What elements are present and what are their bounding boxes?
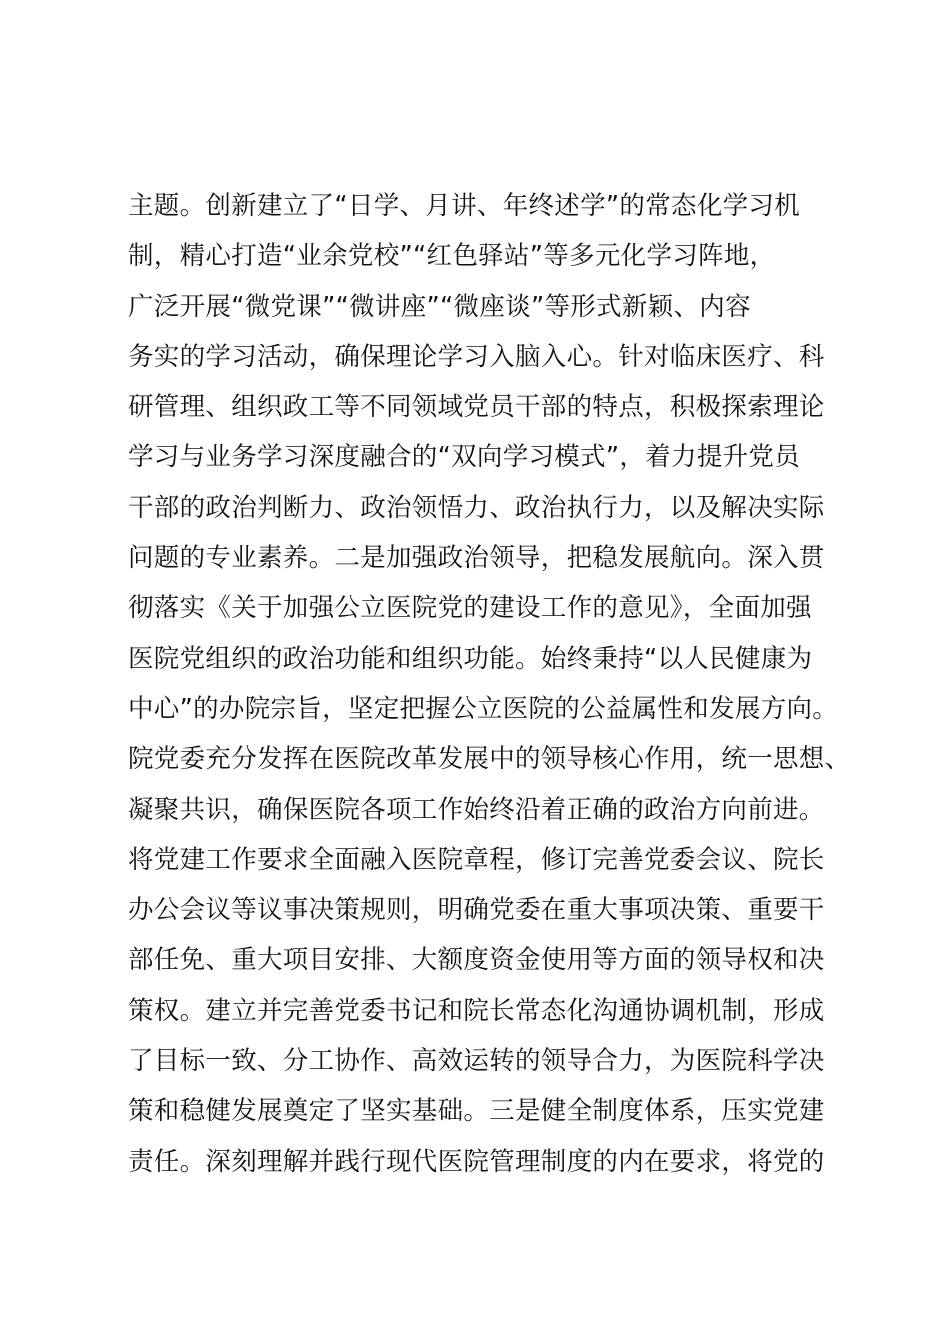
text-line: 务实的学习活动，确保理论学习入脑入心。针对临床医疗、科 <box>128 341 825 372</box>
text-line: 院党委充分发挥在医院改革发展中的领导核心作用，统一思想、 <box>128 744 851 775</box>
text-line: 广泛开展“微党课”“微讲座”“微座谈”等形式新颖、内容 <box>128 291 751 322</box>
text-line: 医院党组织的政治功能和组织功能。始终秉持“以人民健康为 <box>128 643 813 674</box>
body-text <box>128 181 851 1187</box>
text-line: 了目标一致、分工协作、高效运转的领导合力，为医院科学决 <box>128 1046 825 1077</box>
text-line: 责任。深刻理解并践行现代医院管理制度的内在要求，将党的 <box>128 1146 825 1177</box>
text-line: 问题的专业素养。二是加强政治领导，把稳发展航向。深入贯 <box>128 543 825 574</box>
text-line: 主题。创新建立了“日学、月讲、年终述学”的常态化学习机 <box>128 191 801 221</box>
text-line: 策权。建立并完善党委书记和院长常态化沟通协调机制，形成 <box>128 995 825 1026</box>
text-line: 中心”的办院宗旨，坚定把握公立医院的公益属性和发展方向。 <box>128 693 839 724</box>
text-line: 将党建工作要求全面融入医院章程，修订完善党委会议、院长 <box>128 844 825 875</box>
text-line: 研管理、组织政工等不同领域党员干部的特点，积极探索理论 <box>128 392 825 423</box>
text-line: 彻落实《关于加强公立医院党的建设工作的意见》，全面加强 <box>128 593 812 624</box>
text-line: 学习与业务学习深度融合的“双向学习模式”，着力提升党员 <box>128 442 801 473</box>
text-line: 部任免、重大项目安排、大额度资金使用等方面的领导权和决 <box>128 945 825 976</box>
text-line: 凝聚共识，确保医院各项工作始终沿着正确的政治方向前进。 <box>128 794 825 825</box>
text-line: 制，精心打造“业余党校”“红色驿站”等多元化学习阵地， <box>128 241 776 272</box>
text-line: 办公会议等议事决策规则，明确党委在重大事项决策、重要干 <box>128 895 825 926</box>
text-line: 策和稳健发展奠定了坚实基础。三是健全制度体系，压实党建 <box>128 1096 825 1127</box>
text-line: 干部的政治判断力、政治领悟力、政治执行力，以及解决实际 <box>128 492 825 523</box>
